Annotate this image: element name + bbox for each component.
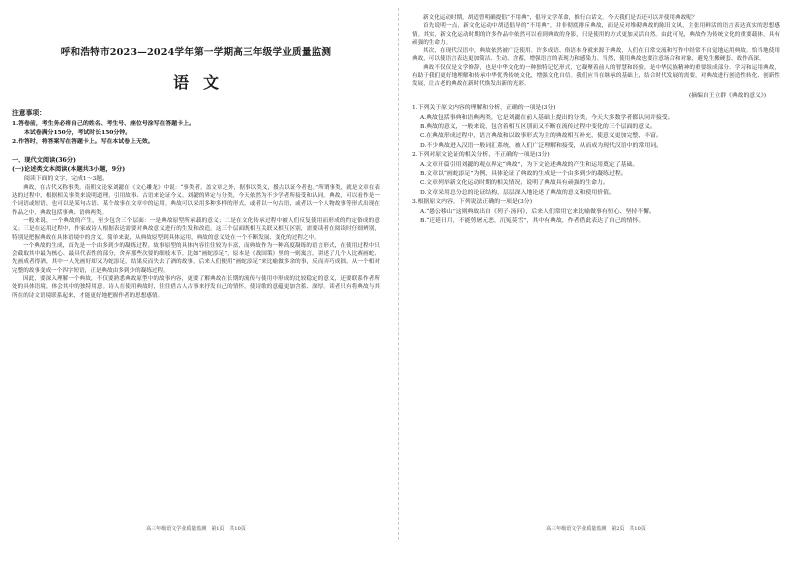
page-footer: 高三年级语文学业质量监测 第2页 共10页 bbox=[546, 526, 646, 532]
question-stem: 2.下列对原文论证的相关分析，不正确的一项是(3分) bbox=[412, 152, 550, 159]
passage-paragraph: 典故，在古代又称事类。南朝文论家刘勰在《文心雕龙》中说：“事类者，盖文章之外，据事以类义，援古以证今者也。”所谓事类，就是文章在表达的过程中，根据相关事类来说明道理，引用故事、古语来论证今义。刘勰的界定与分类，今天依然为不少学者所接受和认同。典故，可以看作是一个词语或短语，也可以是某句古语、某个故事在文章中的运用。典故可以采用多种多样的形式，或者以一句古语，或者以一个人物故事等形式出现在作品之中，典故包括事典、语典两类。 bbox=[12, 184, 380, 216]
notice-item: 本试卷满分150分，考试时长150分钟。 bbox=[24, 129, 132, 137]
passage-source: (摘编自王立群《典故的意义》) bbox=[689, 92, 766, 99]
passage-paragraph: 其次，在现代汉语中，典故依然被广泛使用。许多成语、俗语本身就来源于典故，人们在日常交流和写作中经常不自觉地运用典故。恰当地使用典故，可以使语言表达更加简洁、生动、含蓄，增强语言的表现力和感染力。当然，使用典故也要注意场合和对象，避免生搬硬套、故作高深。 bbox=[412, 48, 780, 63]
page-divider bbox=[398, 8, 399, 540]
passage-paragraph: 新文化运动时期，胡适曾明确提倡“不用典”，倡导文学革命，推行白话文。今天我们是否还可以并使用典故呢？ bbox=[423, 15, 698, 21]
right-page bbox=[412, 14, 780, 534]
question-stem: 3.根据原文内容，下列说法正确的一项是(3分) bbox=[412, 199, 532, 206]
question-option: D.不少典故进入汉语一般词汇系统，被人们广泛理解和接受，从而成为现代汉语中的常用词。 bbox=[420, 142, 663, 149]
question-stem: 1.下列关于原文内容的理解和分析，正确的一项是(3分) bbox=[412, 105, 556, 112]
notice-item: 1.答卷前，考生务必将自己的姓名、考生号、座位号涂写在答题卡上。 bbox=[12, 120, 195, 127]
notice-block bbox=[12, 107, 380, 147]
question-option: B.“迁延日月，不能剪屠元恶，沉冤莫雪”，其中有典故，作者借此表达了自己的情怀。 bbox=[420, 218, 645, 225]
exam-title: 呼和浩特市2023—2024学年第一学期高三年级学业质量监测 bbox=[60, 47, 332, 58]
question-option: C.在典故形成过程中，语言典故和以故事形式为主的典故相互补充，使意义更加完整、丰富。 bbox=[420, 133, 662, 140]
question-option: A.典故包括事典和语典两类，它是刘勰在前人基础上提出的分类，今天大多数学者都认同并接受。 bbox=[420, 114, 674, 121]
question-option: D.文章采用总分总的论证结构，层层深入地论述了典故的意义和使用价值。 bbox=[420, 189, 615, 196]
passage-paragraph: 因此，要深入理解一个典故，不仅要熟悉典故原型中的故事内容，更要了解典故在长期的流传与使用中形成的比较稳定的意义，还要联系作者所处的具体语境，体会其中的独特用意。诗人在使用典故时，往往借古人古事来抒发自己的情怀，使诗歌的意蕴更加含蓄、深厚。读者只有将典故与其所在的诗文语境联系起来，才能更好地把握作者的思想感情。 bbox=[12, 276, 380, 299]
notice-heading: 注意事项： bbox=[12, 109, 46, 117]
question-1 bbox=[412, 104, 780, 151]
passage-paragraph: 首先说明一点，新文化运动中胡适倡导的“不用典”，并非彻底排斥典故，而是反对堆砌典故的陈旧文风，主张用鲜活的语言表达真实的思想感情。其实，新文化运动时期的许多作品中依然可以看到典故的身影，只是使用的方式更加灵活自然。由此可见，典故作为传统文化的重要载体，具有顽强的生命力。 bbox=[412, 23, 780, 46]
question-option: B.典故的意义，一般来说，包含着相互区别而又不断在流传过程中变化的三个层面的意义。 bbox=[420, 123, 656, 130]
reading-passage-continued bbox=[412, 14, 780, 89]
question-option: C.文章列举新文化运动时期的相关情况，说明了典故具有顽强的生命力。 bbox=[420, 180, 609, 187]
reading-instruction: 阅读下面的文字，完成1～3题。 bbox=[24, 175, 109, 182]
passage-paragraph: 一个典故的生成，首先是一个由多到少的凝练过程。故事原型的具体内容往往较为丰富，而典故作为一种高度凝练的语言形式，在使用过程中只会截取其中最为核心、最具代表性的部分，舍弃那些次要的细枝末节。比如“画蛇添足”，原本是《战国策》里的一则寓言，讲述了几个人比赛画蛇、先画成者得酒，其中一人先画好却又为蛇添足，结果反而失去了酒的故事，后来人们便用“画蛇添足”来比喻做多余的事，反而弄巧成拙。从一个相对完整的故事变成一个四字短语，正是典故由多到少的凝练过程。 bbox=[12, 242, 380, 274]
subsection-heading: (一)论述类文本阅读(本题共3小题，9分) bbox=[12, 166, 126, 174]
subject-title: 语文 bbox=[172, 73, 233, 92]
question-option: A.文章开篇引用刘勰的观点界定“典故”，为下文论述典故的产生和运用奠定了基础。 bbox=[420, 161, 639, 168]
passage-paragraph: 典故不仅仅是文学修辞，也是中华文化的一种独特记忆形式，它凝聚着前人的智慧和经验，是中华民族精神的重要组成部分。学习和运用典故，有助于我们更好地理解和传承中华优秀传统文化，增强文化自信。我们应当在继承的基础上，结合时代发展的需要，对典故进行创造性转化、创新性发展，让古老的典故在新时代焕发出新的光彩。 bbox=[412, 64, 780, 88]
passage-paragraph: 一般来说，一个典故的产生，至少包含三个层面：一是典故原型所承载的意义；二是在文化传承过程中被人们反复使用而形成的约定俗成的意义；三是在运用过程中，作家或诗人根据表达需要对典故意义进行的生发和改造。这三个层面既相互关联又相互区别，需要读者在阅读时仔细辨别，特别是把握典故在具体语境中的含义。简单来说，从典故原型到具体运用，典故的意义处在一个不断发展、变化的过程之中。 bbox=[12, 218, 380, 241]
page-footer: 高三年级语文学业质量监测 第1页 共10页 bbox=[146, 526, 246, 532]
reading-passage bbox=[12, 184, 380, 300]
question-option: A.“愚公移山”这则典故出自《列子·汤问》，后来人们常用它来比喻做事有恒心、坚持不懈。 bbox=[420, 208, 655, 215]
question-option: B.文章以“画蛇添足”为例，具体论证了典故的生成是一个由多到少的凝练过程。 bbox=[420, 171, 627, 178]
question-2 bbox=[412, 151, 780, 198]
question-3 bbox=[412, 198, 780, 226]
section-heading: 一、现代文阅读(36分) bbox=[12, 156, 76, 164]
notice-item: 2.作答时，将答案写在答题卡上。写在本试卷上无效。 bbox=[12, 138, 154, 146]
left-page bbox=[12, 14, 380, 534]
